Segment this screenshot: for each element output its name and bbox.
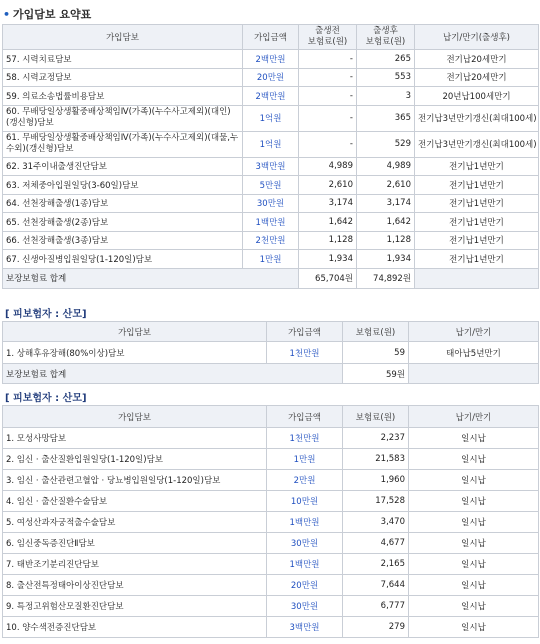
coverage-amount: 2백만원 <box>243 87 299 106</box>
premium-before: 1,642 <box>299 213 357 232</box>
coverage-name: 60. 무배당일상생활중배상책임Ⅳ(가족)(누수사고제외)(대인)(갱신형)담보 <box>3 105 243 131</box>
coverage-amount: 20만원 <box>267 575 343 596</box>
table-row <box>3 470 539 491</box>
premium-after: 1,128 <box>357 231 415 250</box>
table-row <box>3 596 539 617</box>
table-row <box>3 213 539 232</box>
coverage-name: 1. 모성사망담보 <box>3 428 267 449</box>
coverage-amount: 1만원 <box>243 250 299 269</box>
coverage-amount: 2만원 <box>267 470 343 491</box>
table-row <box>3 575 539 596</box>
premium-after: 2,610 <box>357 176 415 195</box>
col-header-premium-after: 출생후 보험료(원) <box>357 25 415 50</box>
coverage-amount: 1만원 <box>267 449 343 470</box>
coverage-amount: 1백만원 <box>267 512 343 533</box>
premium: 1,960 <box>343 470 409 491</box>
col-header-coverage: 가입담보 <box>3 25 243 50</box>
coverage-name: 57. 시력치료담보 <box>3 50 243 69</box>
page-title-text: 가입담보 요약표 <box>13 8 92 21</box>
coverage-amount: 5만원 <box>243 176 299 195</box>
premium-after: 265 <box>357 50 415 69</box>
table-row <box>3 554 539 575</box>
premium-after: 3,174 <box>357 194 415 213</box>
coverage-amount: 1천만원 <box>267 342 343 364</box>
premium-before: 4,989 <box>299 157 357 176</box>
coverage-name: 7. 태반조기분리진단담보 <box>3 554 267 575</box>
table-row <box>3 428 539 449</box>
premium-after: 1,934 <box>357 250 415 269</box>
premium-before: - <box>299 87 357 106</box>
table-row <box>3 68 539 87</box>
premium: 2,237 <box>343 428 409 449</box>
table-row <box>3 617 539 638</box>
premium-before: - <box>299 68 357 87</box>
premium-after: 3 <box>357 87 415 106</box>
bullet-icon: • <box>3 8 11 21</box>
coverage-table-mother-1 <box>2 321 539 384</box>
payment-term: 태아납5년만기 <box>409 342 539 364</box>
coverage-name: 58. 시력교정담보 <box>3 68 243 87</box>
premium: 17,528 <box>343 491 409 512</box>
total-after: 74,892원 <box>357 268 415 288</box>
coverage-amount: 1백만원 <box>267 554 343 575</box>
coverage-name: 3. 임신 · 출산관련고혈압 · 당뇨병입원일당(1-120일)담보 <box>3 470 267 491</box>
table-row <box>3 250 539 269</box>
payment-term: 일시납 <box>409 617 539 638</box>
coverage-name: 10. 양수색전증진단담보 <box>3 617 267 638</box>
premium-after: 529 <box>357 131 415 157</box>
col-header-term: 납기/만기 <box>409 322 539 342</box>
premium: 3,470 <box>343 512 409 533</box>
premium: 59 <box>343 342 409 364</box>
insured-section-title: [ 피보험자 : 산모] <box>5 309 87 320</box>
coverage-name: 65. 선천장해출생(2종)담보 <box>3 213 243 232</box>
total-label: 보장보험료 합계 <box>3 364 343 384</box>
payment-term: 전기납1년만기 <box>415 250 539 269</box>
col-header-coverage: 가입담보 <box>3 406 267 428</box>
coverage-amount: 2백만원 <box>243 50 299 69</box>
premium: 7,644 <box>343 575 409 596</box>
coverage-amount: 2천만원 <box>243 231 299 250</box>
premium-before: 2,610 <box>299 176 357 195</box>
premium-after: 1,642 <box>357 213 415 232</box>
coverage-amount: 10만원 <box>267 491 343 512</box>
coverage-name: 66. 선천장해출생(3종)담보 <box>3 231 243 250</box>
coverage-name: 5. 여성산과자궁적출수술담보 <box>3 512 267 533</box>
coverage-name: 2. 임신 · 출산질환입원일당(1-120일)담보 <box>3 449 267 470</box>
payment-term: 일시납 <box>409 470 539 491</box>
coverage-table-mother-2 <box>2 405 539 638</box>
col-header-term: 납기/만기(출생후) <box>415 25 539 50</box>
col-header-amount: 가입금액 <box>243 25 299 50</box>
premium-before: - <box>299 105 357 131</box>
payment-term: 일시납 <box>409 533 539 554</box>
premium-before: 3,174 <box>299 194 357 213</box>
premium-before: 1,128 <box>299 231 357 250</box>
table-row <box>3 87 539 106</box>
table-row <box>3 231 539 250</box>
payment-term: 20년납100세만기 <box>415 87 539 106</box>
payment-term: 일시납 <box>409 491 539 512</box>
total-row <box>3 364 539 384</box>
coverage-amount: 20만원 <box>243 68 299 87</box>
premium: 4,677 <box>343 533 409 554</box>
premium-after: 4,989 <box>357 157 415 176</box>
payment-term: 전기납1년만기 <box>415 157 539 176</box>
col-header-amount: 가입금액 <box>267 406 343 428</box>
payment-term: 전기납1년만기 <box>415 176 539 195</box>
coverage-amount: 30만원 <box>243 194 299 213</box>
payment-term: 전기납1년만기 <box>415 194 539 213</box>
table-row <box>3 342 539 364</box>
total-blank <box>409 364 539 384</box>
table-row <box>3 194 539 213</box>
col-header-amount: 가입금액 <box>267 322 343 342</box>
coverage-name: 67. 신생아질병입원일당(1-120일)담보 <box>3 250 243 269</box>
coverage-amount: 3백만원 <box>267 617 343 638</box>
coverage-table-child <box>2 24 539 289</box>
coverage-amount: 1억원 <box>243 105 299 131</box>
premium: 2,165 <box>343 554 409 575</box>
col-header-term: 납기/만기 <box>409 406 539 428</box>
coverage-name: 9. 특정고위험산모질환진단담보 <box>3 596 267 617</box>
coverage-name: 64. 선천장해출생(1종)담보 <box>3 194 243 213</box>
col-header-premium: 보험료(원) <box>343 406 409 428</box>
col-header-coverage: 가입담보 <box>3 322 267 342</box>
payment-term: 전기납20세만기 <box>415 50 539 69</box>
payment-term: 전기납20세만기 <box>415 68 539 87</box>
payment-term: 전기납1년만기 <box>415 231 539 250</box>
payment-term: 일시납 <box>409 554 539 575</box>
payment-term: 일시납 <box>409 449 539 470</box>
page-title <box>3 6 91 22</box>
coverage-name: 1. 상해후유장해(80%이상)담보 <box>3 342 267 364</box>
table-row <box>3 105 539 131</box>
total-before: 65,704원 <box>299 268 357 288</box>
payment-term: 전기납1년만기 <box>415 213 539 232</box>
premium: 279 <box>343 617 409 638</box>
table-row <box>3 176 539 195</box>
payment-term: 전기납3년만기갱신(최대100세) <box>415 105 539 131</box>
premium-after: 553 <box>357 68 415 87</box>
coverage-amount: 30만원 <box>267 533 343 554</box>
coverage-amount: 30만원 <box>267 596 343 617</box>
table-row <box>3 131 539 157</box>
coverage-name: 62. 31주이내출생진단담보 <box>3 157 243 176</box>
premium-after: 365 <box>357 105 415 131</box>
coverage-amount: 1백만원 <box>243 213 299 232</box>
table-row <box>3 50 539 69</box>
coverage-name: 8. 출산전특정태아이상진단담보 <box>3 575 267 596</box>
payment-term: 일시납 <box>409 428 539 449</box>
premium-before: 1,934 <box>299 250 357 269</box>
premium-before: - <box>299 50 357 69</box>
premium-before: - <box>299 131 357 157</box>
total-row <box>3 268 539 288</box>
coverage-name: 6. 임신중독증진단Ⅱ담보 <box>3 533 267 554</box>
total-label: 보장보험료 합계 <box>3 268 299 288</box>
premium: 6,777 <box>343 596 409 617</box>
payment-term: 일시납 <box>409 596 539 617</box>
coverage-amount: 1천만원 <box>267 428 343 449</box>
coverage-amount: 1억원 <box>243 131 299 157</box>
coverage-amount: 3백만원 <box>243 157 299 176</box>
coverage-name: 59. 의료소송법률비용담보 <box>3 87 243 106</box>
table-row <box>3 533 539 554</box>
table-row <box>3 512 539 533</box>
total-blank <box>415 268 539 288</box>
coverage-name: 61. 무배당일상생활중배상책임Ⅳ(가족)(누수사고제외)(대물,누수외)(갱신형)담보 <box>3 131 243 157</box>
payment-term: 전기납3년만기갱신(최대100세) <box>415 131 539 157</box>
coverage-name: 63. 저체중아입원일당(3-60일)담보 <box>3 176 243 195</box>
payment-term: 일시납 <box>409 512 539 533</box>
total-premium: 59원 <box>343 364 409 384</box>
premium: 21,583 <box>343 449 409 470</box>
table-row <box>3 491 539 512</box>
payment-term: 일시납 <box>409 575 539 596</box>
table-row <box>3 157 539 176</box>
insured-section-title: [ 피보험자 : 산모] <box>5 393 87 404</box>
col-header-premium: 보험료(원) <box>343 322 409 342</box>
col-header-premium-before: 출생전 보험료(원) <box>299 25 357 50</box>
coverage-name: 4. 임신 · 출산질환수술담보 <box>3 491 267 512</box>
table-row <box>3 449 539 470</box>
